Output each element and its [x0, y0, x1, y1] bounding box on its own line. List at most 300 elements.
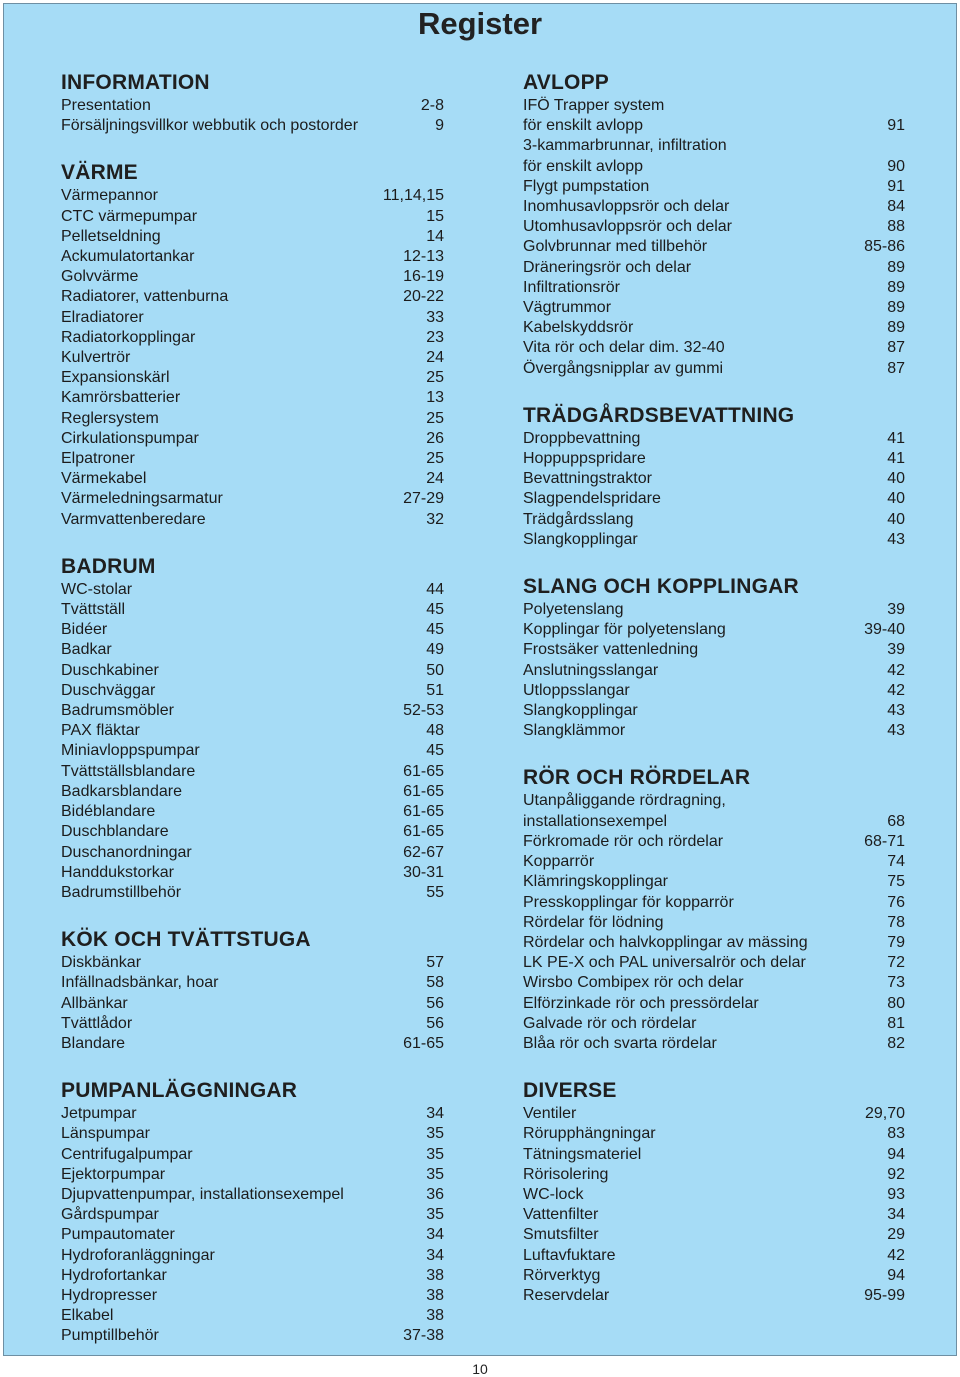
index-entry: [523, 318, 905, 338]
entry-label: Reglersystem: [61, 409, 159, 427]
entry-page-ref: 79: [887, 933, 905, 951]
entry-page-ref: 93: [887, 1185, 905, 1203]
entry-label: Tvättlådor: [61, 1014, 133, 1032]
entry-page-ref: 40: [887, 470, 905, 488]
entry-label: Hydroforanläggningar: [61, 1246, 215, 1264]
entry-page-ref: 68-71: [864, 832, 905, 850]
entry-page-ref: 94: [887, 1266, 905, 1284]
entry-page-ref: 35: [426, 1145, 444, 1163]
entry-page-ref: 42: [887, 681, 905, 699]
index-entry: [61, 348, 444, 368]
entry-label: Blåa rör och svarta rördelar: [523, 1034, 717, 1052]
section-heading: INFORMATION: [61, 71, 210, 94]
entry-label: Försäljningsvillkor webbutik och postorder: [61, 117, 359, 135]
entry-page-ref: 45: [426, 601, 444, 619]
entry-label: Länspumpar: [61, 1125, 150, 1143]
entry-label: Duschväggar: [61, 681, 156, 699]
index-entry: [61, 267, 444, 287]
index-entry: [61, 510, 444, 530]
index-entry: [523, 893, 905, 913]
page-number: 10: [472, 1361, 488, 1377]
entry-page-ref: 39-40: [864, 621, 905, 639]
entry-label: Vägtrummor: [523, 299, 612, 317]
entry-label: 3-kammarbrunnar, infiltration: [523, 137, 727, 155]
index-entry: [523, 1014, 905, 1034]
entry-label: Vita rör och delar dim. 32-40: [523, 339, 725, 357]
entry-page-ref: 35: [426, 1206, 444, 1224]
index-entry: [523, 661, 905, 681]
entry-page-ref: 88: [887, 218, 905, 236]
entry-page-ref: 15: [426, 207, 444, 225]
entry-label: Värmeledningsarmatur: [61, 490, 223, 508]
entry-page-ref: 39: [887, 601, 905, 619]
entry-label: Elpatroner: [61, 450, 135, 468]
entry-label: Tvättställ: [61, 601, 126, 619]
entry-page-ref: 74: [887, 853, 905, 871]
index-entry: [61, 1306, 444, 1326]
entry-label: Infällnadsbänkar, hoar: [61, 974, 219, 992]
entry-label: WC-stolar: [61, 580, 133, 598]
entry-page-ref: 90: [887, 157, 905, 175]
index-entry: [61, 1205, 444, 1225]
entry-label: Dräneringsrör och delar: [523, 258, 692, 276]
entry-label: Rördelar för lödning: [523, 913, 664, 931]
entry-label: Bidéer: [61, 621, 108, 639]
entry-page-ref: 38: [426, 1266, 444, 1284]
entry-label: Inomhusavloppsrör och delar: [523, 198, 730, 216]
index-entry: [523, 913, 905, 933]
entry-label: Slagpendelspridare: [523, 490, 661, 508]
entry-label: Elförzinkade rör och pressördelar: [523, 994, 759, 1012]
entry-page-ref: 49: [426, 641, 444, 659]
entry-page-ref: 2-8: [420, 97, 444, 114]
entry-page-ref: 29,70: [864, 1105, 905, 1123]
entry-page-ref: 45: [426, 621, 444, 639]
entry-label: LK PE-X och PAL universalrör och delar: [523, 954, 806, 972]
entry-page-ref: 24: [426, 349, 444, 367]
entry-label: Frostsäker vattenledning: [523, 641, 699, 659]
entry-page-ref: 45: [426, 742, 444, 760]
index-entry: [61, 227, 444, 247]
entry-page-ref: 12-13: [403, 248, 444, 266]
entry-label: Tätningsmateriel: [523, 1145, 642, 1163]
index-entry: [61, 620, 444, 640]
entry-label: Kopplingar för polyetenslang: [523, 621, 726, 639]
entry-label: Badrumstillbehör: [61, 883, 182, 901]
entry-label: Varmvattenberedare: [61, 510, 206, 528]
entry-label: Ejektorpumpar: [61, 1165, 166, 1183]
entry-label: Bidéblandare: [61, 803, 156, 821]
index-entry: [523, 338, 905, 358]
entry-page-ref: 14: [426, 227, 444, 245]
index-entry: [523, 812, 905, 832]
entry-page-ref: 89: [887, 278, 905, 296]
entry-label: för enskilt avlopp: [523, 117, 644, 135]
index-entry: [61, 388, 444, 408]
index-entry: [61, 843, 444, 863]
entry-label: Tvättställsblandare: [61, 762, 196, 780]
entry-label: Miniavloppspumpar: [61, 742, 200, 760]
entry-page-ref: 35: [426, 1165, 444, 1183]
index-entry: [523, 994, 905, 1014]
entry-page-ref: 34: [426, 1105, 444, 1123]
entry-page-ref: 89: [887, 319, 905, 337]
index-entry: [61, 1104, 444, 1124]
entry-label: Wirsbo Combipex rör och delar: [523, 974, 744, 992]
entry-page-ref: 51: [426, 681, 444, 699]
entry-label: Badkarsblandare: [61, 782, 182, 800]
index-entry: [523, 1145, 905, 1165]
entry-page-ref: 42: [887, 1246, 905, 1264]
index-entry: [61, 762, 444, 782]
index-entry: [61, 308, 444, 328]
entry-page-ref: 61-65: [403, 1034, 444, 1052]
entry-label: Trädgårdsslang: [523, 510, 634, 528]
entry-page-ref: 62-67: [403, 843, 444, 861]
entry-label: Utomhusavloppsrör och delar: [523, 218, 732, 236]
entry-label: Klämringskopplingar: [523, 873, 668, 891]
entry-label: Slangklämmor: [523, 722, 626, 740]
entry-page-ref: 40: [887, 490, 905, 508]
index-entry: [523, 1286, 905, 1306]
entry-page-ref: 43: [887, 722, 905, 740]
entry-page-ref: 25: [426, 450, 444, 468]
entry-page-ref: 68: [887, 812, 905, 830]
entry-label: Pelletseldning: [61, 227, 161, 245]
index-entry: [61, 994, 444, 1014]
index-entry: [61, 1185, 444, 1205]
entry-label: Duschblandare: [61, 823, 169, 841]
entry-page-ref: 13: [426, 389, 444, 407]
index-entry: [523, 258, 905, 278]
index-entry: [523, 1225, 905, 1245]
index-entry: [61, 489, 444, 509]
entry-label: WC-lock: [523, 1185, 584, 1203]
index-entry: [523, 359, 905, 379]
index-entry: [523, 640, 905, 660]
entry-page-ref: 85-86: [864, 238, 905, 256]
entry-page-ref: 38: [426, 1307, 444, 1325]
index-entry: [61, 449, 444, 469]
entry-page-ref: 33: [426, 308, 444, 326]
entry-label: Rördelar och halvkopplingar av mässing: [523, 933, 808, 951]
entry-page-ref: 30-31: [403, 863, 444, 881]
entry-label: Utanpåliggande rördragning,: [523, 792, 726, 810]
left-column: [61, 70, 444, 1371]
entry-page-ref: 41: [887, 450, 905, 468]
index-entry: [523, 429, 905, 449]
section-diverse: [523, 1078, 905, 1306]
entry-label: Hydrofortankar: [61, 1266, 167, 1284]
entry-page-ref: 39: [887, 641, 905, 659]
index-entry: [523, 116, 905, 136]
entry-page-ref: 76: [887, 893, 905, 911]
entry-page-ref: 48: [426, 722, 444, 740]
entry-page-ref: 91: [887, 117, 905, 135]
index-entry: [523, 681, 905, 701]
index-entry: [523, 1124, 905, 1144]
entry-label: Galvade rör och rördelar: [523, 1014, 697, 1032]
section-information: [61, 70, 444, 136]
entry-label: Djupvattenpumpar, installationsexempel: [61, 1185, 344, 1203]
entry-label: Droppbevattning: [523, 429, 641, 447]
entry-page-ref: 73: [887, 974, 905, 992]
index-entry: [523, 1185, 905, 1205]
index-entry: [523, 872, 905, 892]
entry-page-ref: 61-65: [403, 803, 444, 821]
entry-page-ref: 26: [426, 429, 444, 447]
entry-page-ref: 43: [887, 530, 905, 548]
entry-label: Radiatorkopplingar: [61, 328, 196, 346]
entry-page-ref: 56: [426, 1014, 444, 1032]
entry-label: Slangkopplingar: [523, 702, 638, 720]
entry-label: Ackumulatortankar: [61, 248, 195, 266]
entry-label: Ventiler: [523, 1105, 577, 1123]
entry-page-ref: 36: [426, 1185, 444, 1203]
entry-page-ref: 78: [887, 913, 905, 931]
entry-label: PAX fläktar: [61, 722, 140, 740]
entry-label: Värmekabel: [61, 470, 147, 488]
entry-page-ref: 61-65: [403, 823, 444, 841]
index-entry: [61, 1034, 444, 1054]
entry-page-ref: 61-65: [403, 782, 444, 800]
index-entry: [61, 368, 444, 388]
index-entry: [61, 116, 444, 136]
entry-label: Utloppsslangar: [523, 681, 630, 699]
entry-label: Pumpautomater: [61, 1226, 175, 1244]
entry-label: Duschanordningar: [61, 843, 192, 861]
entry-label: Golvbrunnar med tillbehör: [523, 238, 708, 256]
entry-label: Allbänkar: [61, 994, 128, 1012]
section-heading: VÄRME: [61, 161, 138, 185]
entry-page-ref: 24: [426, 470, 444, 488]
entry-page-ref: 52-53: [403, 702, 444, 720]
section-heading: DIVERSE: [523, 1079, 617, 1103]
section-avlopp: [523, 70, 905, 379]
index-entry: [523, 237, 905, 257]
entry-label: Luftavfuktare: [523, 1246, 616, 1264]
index-entry: [61, 1286, 444, 1306]
entry-label: Elkabel: [61, 1307, 114, 1325]
entry-page-ref: 89: [887, 258, 905, 276]
entry-label: Vattenfilter: [523, 1206, 599, 1224]
entry-page-ref: 84: [887, 198, 905, 216]
section-ror-och-rordelar: [523, 765, 905, 1054]
index-entry: [61, 1165, 444, 1185]
index-entry: [61, 429, 444, 449]
entry-page-ref: 34: [887, 1206, 905, 1224]
entry-page-ref: 87: [887, 339, 905, 357]
index-entry: [61, 822, 444, 842]
entry-label: Jetpumpar: [61, 1105, 137, 1123]
entry-page-ref: 34: [426, 1246, 444, 1264]
entry-label: Flygt pumpstation: [523, 177, 650, 195]
entry-label: installationsexempel: [523, 812, 668, 830]
entry-label: Infiltrationsrör: [523, 278, 620, 296]
index-entry: [61, 681, 444, 701]
entry-label: Diskbänkar: [61, 954, 142, 972]
index-entry: [61, 1014, 444, 1034]
entry-page-ref: 57: [426, 954, 444, 972]
section-heading: BADRUM: [61, 554, 156, 578]
index-entry: [61, 1326, 444, 1346]
entry-page-ref: 61-65: [403, 762, 444, 780]
entry-label: Kulvertrör: [61, 349, 131, 367]
entry-label: Presentation: [61, 97, 151, 114]
entry-page-ref: 29: [887, 1226, 905, 1244]
index-entry: [523, 217, 905, 237]
index-entry: [523, 469, 905, 489]
section-heading: PUMPANLÄGGNINGAR: [61, 1079, 298, 1103]
entry-label: Badkar: [61, 641, 112, 659]
entry-label: för enskilt avlopp: [523, 157, 644, 175]
section-slang-och-kopplingar: [523, 574, 905, 741]
section-heading: AVLOPP: [523, 71, 609, 94]
section-pumpanlaggningar: [61, 1078, 444, 1346]
index-entry: [523, 298, 905, 318]
entry-page-ref: 91: [887, 177, 905, 195]
index-entry: [61, 469, 444, 489]
entry-page-ref: 94: [887, 1145, 905, 1163]
entry-page-ref: 41: [887, 429, 905, 447]
entry-page-ref: 72: [887, 954, 905, 972]
entry-label: Reservdelar: [523, 1286, 610, 1304]
index-entry: [61, 640, 444, 660]
section-heading: KÖK OCH TVÄTTSTUGA: [61, 928, 311, 952]
entry-label: Radiatorer, vattenburna: [61, 288, 229, 306]
entry-label: Presskopplingar för kopparrör: [523, 893, 734, 911]
entry-label: Rörisolering: [523, 1165, 609, 1183]
entry-page-ref: 25: [426, 369, 444, 387]
index-entry: [523, 489, 905, 509]
entry-page-ref: 50: [426, 661, 444, 679]
entry-label: Blandare: [61, 1034, 126, 1052]
index-entry: [61, 1225, 444, 1245]
index-entry: [523, 620, 905, 640]
entry-label: Pumptillbehör: [61, 1327, 159, 1345]
index-entry: [61, 782, 444, 802]
index-entry: [523, 1246, 905, 1266]
index-entry: [61, 96, 444, 116]
section-heading: SLANG OCH KOPPLINGAR: [523, 575, 799, 599]
entry-label: Anslutningsslangar: [523, 661, 659, 679]
entry-page-ref: 43: [887, 702, 905, 720]
index-entry: [61, 580, 444, 600]
entry-label: Övergångsnipplar av gummi: [523, 359, 724, 377]
index-entry: [523, 157, 905, 177]
entry-page-ref: 11,14,15: [382, 187, 444, 205]
index-entry: [523, 852, 905, 872]
index-entry: [523, 136, 905, 156]
index-entry: [61, 1145, 444, 1165]
entry-page-ref: 95-99: [864, 1286, 905, 1304]
entry-label: Smutsfilter: [523, 1226, 599, 1244]
entry-label: Kabelskyddsrör: [523, 319, 634, 337]
index-entry: [61, 721, 444, 741]
index-entry: [523, 1104, 905, 1124]
entry-label: Duschkabiner: [61, 661, 159, 679]
index-entry: [61, 953, 444, 973]
index-entry: [61, 328, 444, 348]
entry-label: IFÖ Trapper system: [523, 97, 665, 114]
index-entry: [523, 721, 905, 741]
entry-page-ref: 89: [887, 299, 905, 317]
index-entry: [523, 933, 905, 953]
index-entry: [61, 409, 444, 429]
entry-page-ref: 16-19: [403, 268, 444, 286]
section-heading: TRÄDGÅRDSBEVATTNING: [523, 403, 795, 427]
entry-page-ref: 20-22: [403, 288, 444, 306]
section-tradgardsbevattning: [523, 403, 905, 550]
entry-label: Badrumsmöbler: [61, 702, 174, 720]
entry-label: Slangkopplingar: [523, 530, 638, 548]
entry-page-ref: 32: [426, 510, 444, 528]
entry-label: Handdukstorkar: [61, 863, 174, 881]
index-entry: [61, 1124, 444, 1144]
entry-page-ref: 56: [426, 994, 444, 1012]
entry-label: Kopparrör: [523, 853, 595, 871]
entry-label: Elradiatorer: [61, 308, 144, 326]
entry-label: Cirkulationspumpar: [61, 429, 199, 447]
index-entry: [523, 278, 905, 298]
entry-label: Värmepannor: [61, 187, 158, 205]
entry-page-ref: 23: [426, 328, 444, 346]
entry-page-ref: 35: [426, 1125, 444, 1143]
index-entry: [523, 1034, 905, 1054]
entry-page-ref: 25: [426, 409, 444, 427]
entry-page-ref: 27-29: [403, 490, 444, 508]
entry-label: Rörupphängningar: [523, 1125, 656, 1143]
entry-page-ref: 87: [887, 359, 905, 377]
entry-page-ref: 83: [887, 1125, 905, 1143]
entry-label: Kamrörsbatterier: [61, 389, 181, 407]
index-entry: [61, 883, 444, 903]
index-entry: [523, 1205, 905, 1225]
section-kok-och-tvattstuga: [61, 927, 444, 1054]
section-heading: RÖR OCH RÖRDELAR: [523, 766, 751, 790]
entry-label: Hydropresser: [61, 1286, 158, 1304]
index-entry: [523, 973, 905, 993]
index-entry: [61, 802, 444, 822]
entry-page-ref: 58: [426, 974, 444, 992]
index-entry: [523, 832, 905, 852]
entry-page-ref: 82: [887, 1034, 905, 1052]
entry-page-ref: 40: [887, 510, 905, 528]
entry-page-ref: 55: [426, 883, 444, 901]
index-entry: [523, 600, 905, 620]
entry-page-ref: 42: [887, 661, 905, 679]
entry-page-ref: 81: [887, 1014, 905, 1032]
entry-label: CTC värmepumpar: [61, 207, 198, 225]
index-entry: [61, 701, 444, 721]
entry-page-ref: 38: [426, 1286, 444, 1304]
page-title: Register: [417, 6, 543, 41]
entry-label: Polyetenslang: [523, 601, 624, 619]
index-entry: [61, 600, 444, 620]
index-entry: [61, 1266, 444, 1286]
index-entry: [61, 973, 444, 993]
index-entry: [523, 177, 905, 197]
index-entry: [61, 287, 444, 307]
entry-label: Rörverktyg: [523, 1266, 601, 1284]
entry-page-ref: 75: [887, 873, 905, 891]
index-entry: [523, 96, 905, 116]
index-entry: [523, 701, 905, 721]
entry-label: Hoppuppspridare: [523, 450, 646, 468]
index-entry: [61, 661, 444, 681]
entry-label: Förkromade rör och rördelar: [523, 832, 724, 850]
entry-page-ref: 92: [887, 1165, 905, 1183]
